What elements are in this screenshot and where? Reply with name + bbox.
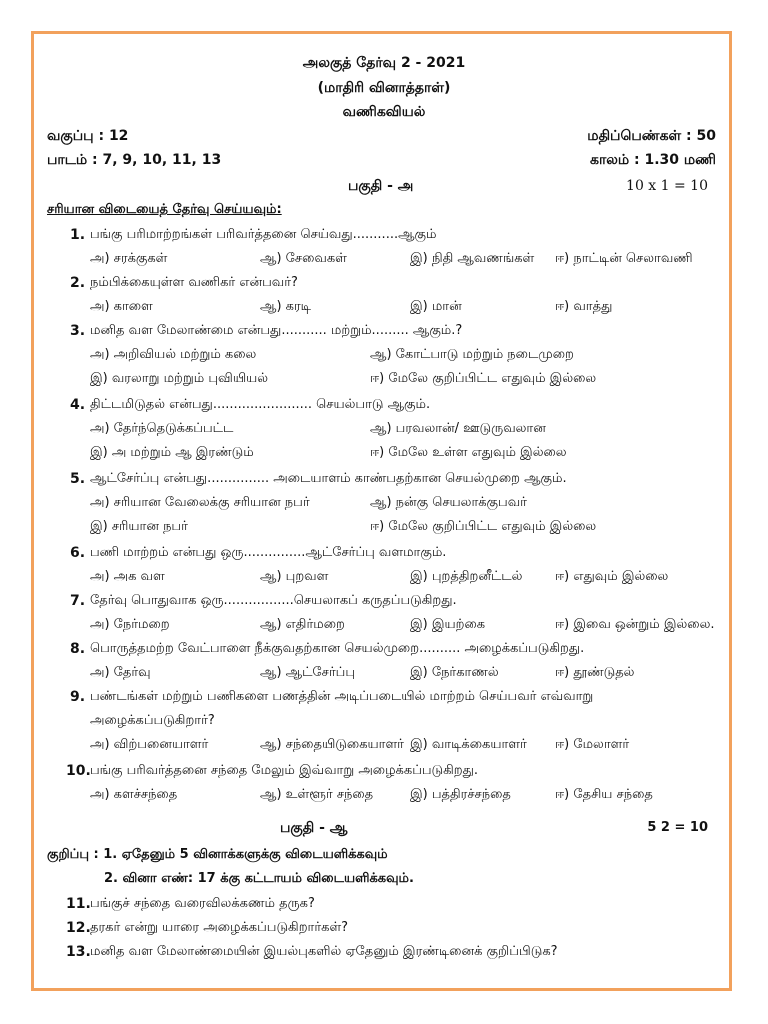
subject-title: வணிகவியல் xyxy=(342,104,426,120)
question-number: 13. xyxy=(66,944,91,960)
question-text: மனித வள மேலாண்மை என்பது........... மற்றும்......... ஆகும்.? xyxy=(90,323,463,338)
answer-option: அ) காளை xyxy=(90,299,153,314)
section-b-title: பகுதி - ஆ xyxy=(280,820,348,836)
question-number: 1. xyxy=(70,227,86,243)
answer-option: அ) அக வள xyxy=(90,569,165,584)
question-text: நம்பிக்கையுள்ள வணிகர் என்பவர்? xyxy=(90,275,298,290)
class-label: வகுப்பு : 12 xyxy=(47,128,129,144)
answer-option: அ) விற்பனையாளர் xyxy=(90,737,209,752)
answer-option: அ) அறிவியல் மற்றும் கலை xyxy=(90,347,257,362)
question-number: 11. xyxy=(66,896,91,912)
question-text: பங்கு பரிவர்த்தனை சந்தை மேலும் இவ்வாறு அழைக்கப்படுகிறது. xyxy=(90,763,479,778)
exam-title: அலகுத் தேர்வு 2 - 2021 xyxy=(302,55,466,71)
question-text: பணி மாற்றம் என்பது ஒரு...............ஆட்சேர்ப்பு வளமாகும். xyxy=(90,545,447,560)
exam-subtitle: (மாதிரி வினாத்தாள்) xyxy=(317,80,451,96)
answer-option: ஈ) தூண்டுதல் xyxy=(555,665,635,680)
question-number: 9. xyxy=(70,689,86,705)
answer-option: ஆ) எதிர்மறை xyxy=(260,617,345,632)
answer-option: இ) நேர்காணல் xyxy=(410,665,499,680)
section-a-marks: 10 x 1 = 10 xyxy=(626,178,708,194)
question-text-continued: அழைக்கப்படுகிறார்? xyxy=(90,713,215,728)
answer-option: ஆ) சந்தையிடுகையாளர் xyxy=(260,737,404,752)
answer-option: இ) மான் xyxy=(410,299,462,314)
question-number: 2. xyxy=(70,275,86,291)
answer-option: இ) சரியான நபர் xyxy=(90,519,188,534)
question-text: தேர்வு பொதுவாக ஒரு.................செயலாகப் கருதப்படுகிறது. xyxy=(90,593,457,608)
answer-option: ஈ) நாட்டின் செலாவணி xyxy=(555,251,693,266)
answer-option: அ) சரக்குகள் xyxy=(90,251,168,266)
answer-option: ஆ) நன்கு செயலாக்குபவர் xyxy=(370,495,527,510)
answer-option: ஈ) வாத்து xyxy=(555,299,613,314)
question-number: 10. xyxy=(66,763,91,779)
answer-option: அ) சரியான வேலைக்கு சரியான நபர் xyxy=(90,495,310,510)
answer-option: ஆ) உள்ளூர் சந்தை xyxy=(260,787,374,802)
question-number: 5. xyxy=(70,471,86,487)
answer-option: இ) பத்திரச்சந்தை xyxy=(410,787,511,802)
answer-option: ஈ) இவை ஒன்றும் இல்லை. xyxy=(555,617,715,632)
question-text: பங்கு பரிமாற்றங்கள் பரிவர்த்தனை செய்வது...........ஆகும் xyxy=(90,227,437,242)
answer-option: ஈ) மேலே குறிப்பிட்ட எதுவும் இல்லை xyxy=(370,371,597,386)
question-text: பண்டங்கள் மற்றும் பணிகளை பணத்தின் அடிப்படையில் மாற்றம் செய்பவர் எவ்வாறு xyxy=(90,689,594,704)
answer-option: அ) தேர்ந்தெடுக்கப்பட்ட xyxy=(90,421,234,436)
answer-option: இ) நிதி ஆவணங்கள் xyxy=(410,251,535,266)
question-text: மனித வள மேலாண்மையின் இயல்புகளில் ஏதேனும் இரண்டினைக் குறிப்பிடுக? xyxy=(90,944,558,959)
answer-option: இ) புறத்திறனீட்டல் xyxy=(410,569,523,584)
answer-option: அ) தேர்வு xyxy=(90,665,151,680)
answer-option: ஈ) மேலே உள்ள எதுவும் இல்லை xyxy=(370,445,567,460)
section-b-note-2: 2. வினா எண்: 17 க்கு கட்டாயம் விடையளிக்கவும். xyxy=(104,871,414,886)
answer-option: இ) வாடிக்கையாளர் xyxy=(410,737,527,752)
answer-option: ஆ) புறவள xyxy=(260,569,329,584)
section-b-marks: 5 2 = 10 xyxy=(647,820,708,835)
answer-option: ஈ) எதுவும் இல்லை xyxy=(555,569,669,584)
question-number: 7. xyxy=(70,593,86,609)
answer-option: ஆ) ஆட்சேர்ப்பு xyxy=(260,665,355,680)
answer-option: அ) களச்சந்தை xyxy=(90,787,178,802)
question-number: 3. xyxy=(70,323,86,339)
answer-option: ஈ) தேசிய சந்தை xyxy=(555,787,653,802)
lessons-label: பாடம் : 7, 9, 10, 11, 13 xyxy=(47,152,222,168)
section-a-title: பகுதி - அ xyxy=(348,178,414,194)
question-number: 8. xyxy=(70,641,86,657)
question-text: பங்குச் சந்தை வரைவிலக்கணம் தருக? xyxy=(90,896,315,911)
answer-option: ஈ) மேலாளர் xyxy=(555,737,630,752)
answer-option: இ) வரலாறு மற்றும் புவியியல் xyxy=(90,371,269,386)
question-text: தரகர் என்று யாரை அழைக்கப்படுகிறார்கள்? xyxy=(90,920,349,935)
answer-option: இ) அ மற்றும் ஆ இரண்டும் xyxy=(90,445,254,460)
section-b-note-1: குறிப்பு : 1. ஏதேனும் 5 வினாக்களுக்கு விடையளிக்கவும் xyxy=(47,847,388,862)
answer-option: ஆ) சேவைகள் xyxy=(260,251,347,266)
time-label: காலம் : 1.30 மணி xyxy=(589,152,716,168)
answer-option: ஆ) கரடி xyxy=(260,299,312,314)
marks-label: மதிப்பெண்கள் : 50 xyxy=(587,128,716,144)
answer-option: ஆ) பரவலான்/ ஊடுருவலான xyxy=(370,421,546,436)
answer-option: இ) இயற்கை xyxy=(410,617,486,632)
question-number: 6. xyxy=(70,545,86,561)
question-number: 4. xyxy=(70,397,86,413)
answer-option: அ) நேர்மறை xyxy=(90,617,170,632)
question-number: 12. xyxy=(66,920,91,936)
answer-option: ஈ) மேலே குறிப்பிட்ட எதுவும் இல்லை xyxy=(370,519,597,534)
section-a-instruction: சரியான விடையைத் தேர்வு செய்யவும்: xyxy=(47,202,282,217)
question-text: திட்டமிடுதல் என்பது........................ செயல்பாடு ஆகும். xyxy=(90,397,431,412)
question-text: ஆட்சேர்ப்பு என்பது............... அடையாளம் காண்பதற்கான செயல்முறை ஆகும். xyxy=(90,471,567,486)
answer-option: ஆ) கோட்பாடு மற்றும் நடைமுறை xyxy=(370,347,574,362)
question-text: பொருத்தமற்ற வேட்பாளை நீக்குவதற்கான செயல்முறை.......... அழைக்கப்படுகிறது. xyxy=(90,641,585,656)
